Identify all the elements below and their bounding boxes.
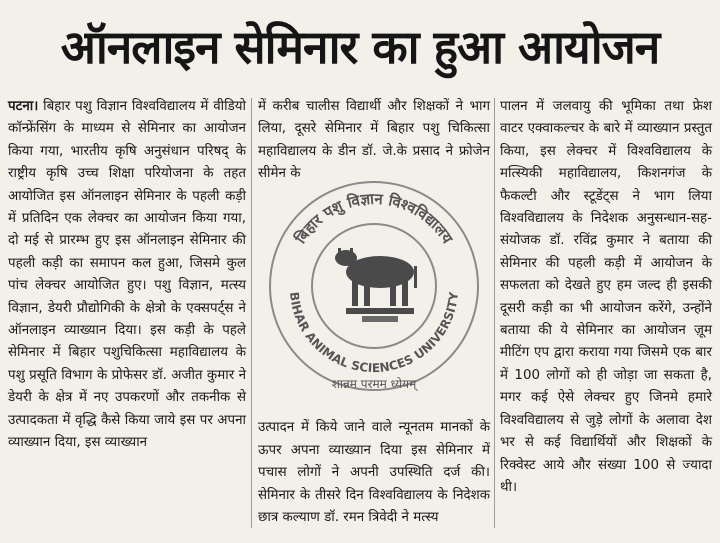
column-2-top-text: में करीब चालीस विद्यार्थी और शिक्षकों ने भाग लिया, दूसरे सेमिनार में बिहार पशु चिकित्सा महाविद्यालय के डीन डॉ. जे.के प्रसाद ने फ्रोजेन सीमेन के [258, 99, 490, 182]
column-2-bottom-text: उत्पादन में किये जाने वाले न्यूनतम मानकों के ऊपर अपना व्याख्यान दिया इस सेमिनार में पचास लोगों ने अपनी उपस्थिति दर्ज की। सेमिनार के तीसरे दिन विश्वविद्यालय के निदेशक छात्र कल्याण डॉ. रमन त्रिवेदी ने मत्स्य [258, 420, 490, 526]
column-divider [251, 98, 252, 528]
paragraph [8, 96, 246, 455]
cow-emblem-icon [335, 248, 417, 322]
article-column-2-bottom [258, 404, 490, 543]
dateline: पटना। [8, 99, 39, 114]
headline: ऑनलाइन सेमिनार का हुआ आयोजन [60, 20, 660, 74]
article-column-3 [500, 96, 712, 499]
article-column-1 [8, 96, 246, 455]
column-1-text: बिहार पशु विज्ञान विश्वविद्यालय में वीडियो कॉन्फ्रेंसिंग के माध्यम से सेमिनार का आयोजन किया गया, भारतीय कृषि अनुसंधान परिषद् के राष्ट्रीय कृषि उच्च शिक्षा परियोजना के तहत आयोजित इस ऑनलाइन सेमिनार के पहली कड़ी में प्रतिदिन एक लेक्चर का आयोजन किया गया, दो मई से प्रारम्भ हुए इस ऑनलाइन सेमिनार की पहली कड़ी का समापन कल हुआ, जिसमे कुल पांच लेक्चर आयोजित हुए। पशु विज्ञान, मत्स्य विज्ञान, डेयरी प्रौद्योगिकी के क्षेत्रो के एक्सपर्ट्स ने ऑनलाइन व्याख्यान दिया। इस कड़ी के पहले सेमिनार में बिहार पशुचिकित्सा महाविद्यालय के पशु प्रसूति विभाग के प्रोफेसर डॉ. अजीत कुमार ने डेयरी के क्षेत्र में नए उपकरणों और तकनीक से उत्पादकता में वृद्धि कैसे किया जाये इस पर अपना व्याख्यान दिया, इस व्याख्यान [8, 99, 246, 451]
logo-motto: शान्नम परमम ध्येयम् [331, 377, 417, 391]
logo-hindi-name: बिहार पशु विज्ञान विश्वविद्यालय [291, 189, 457, 247]
column-divider [494, 98, 495, 528]
column-3-text: पालन में जलवायु की भूमिका तथा फ्रेश वाटर एक्वाकल्चर के बारे में व्याख्यान प्रस्तुत किया, इस लेक्चर में विश्वविद्यालय के मत्स्यिकी महाविद्यालय, किशनगंज के फैकल्टी और स्टूडेंट्स ने भाग लिया विश्वविद्यालय के निदेशक अनुसन्धान-सह-संयोजक डॉ. रविंद्र कुमार ने बताया की सेमिनार की पहली कड़ी में आयोजन के सफलता को देखते हुए हम जल्द ही इसकी दूसरी कड़ी का भी आयोजन करेंगे, उन्होंने बताया की ये सेमिनार का आयोजन ज़ूम मीटिंग एप द्वारा कराया गया जिसमे एक बार में 100 लोगों को ही जोड़ा जा सकता है, मगर कई ऐसे लेक्चर हुए जिनमे हमारे विश्वविद्यालय से जुड़े लोगों के अलावा देश भर से कई विद्यार्थियों और शिक्षकों के रिक्वेस्ट आये और संख्या 100 से ज्यादा थी। [500, 99, 712, 495]
logo-english-name: BIHAR ANIMAL SCIENCES UNIVERSITY [287, 291, 461, 376]
university-logo [262, 168, 486, 400]
